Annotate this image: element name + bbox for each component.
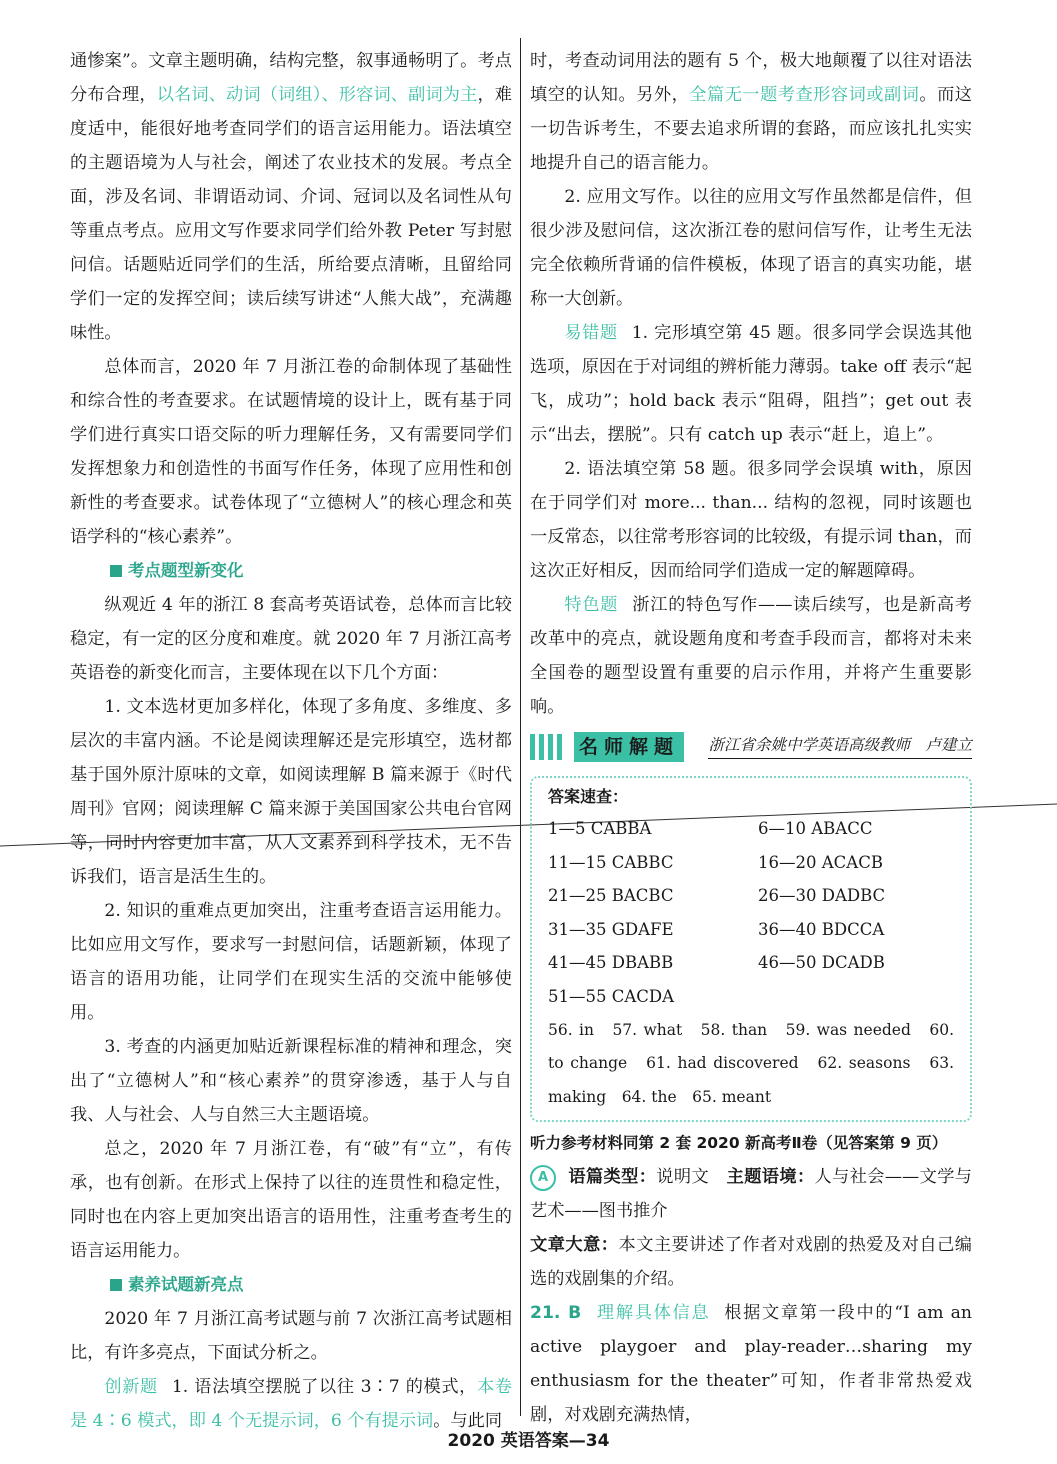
answer-key-title: 答案速查：	[548, 787, 629, 806]
paragraph: 2. 应用文写作。以往的应用文写作虽然都是信件，但很少涉及慰问信，这次浙江卷的慰问信写作，让考生无法完全依赖所背诵的信件模板，体现了语言的真实功能，堪称一大创新。	[530, 187, 972, 309]
answer-key-box	[530, 776, 972, 1122]
passage-summary: 文章大意：本文主要讲述了作者对戏剧的热爱及对自己编选的戏剧集的介绍。	[530, 1235, 972, 1290]
answer-grid	[548, 812, 954, 1014]
paragraph: 易错题 1. 完形填空第 45 题。很多同学会误选其他选项，原因在于对词组的辨析能力薄弱。take off 表示“起飞，成功”；hold back 表示“阻碍，阻挡”；get out 表示“出去，摆脱”。只有 catch up 表示“赶上，追上”。	[530, 323, 972, 445]
expert-banner	[530, 726, 972, 772]
right-column	[530, 44, 972, 1432]
section-letter-icon: A	[530, 1165, 556, 1191]
question-tag: 创新题	[104, 1377, 158, 1397]
paragraph: 时，考查动词用法的题有 5 个，极大地颠覆了以往对语法填空的认知。另外，全篇无一题考查形容词或副词。而这一切告诉考生，不要去追求所谓的套路，而应该扎扎实实地提升自己的语言能力。	[530, 51, 972, 173]
column-divider	[520, 38, 521, 1416]
answer-cell: 26—30 DADBC	[758, 886, 886, 906]
answer-cell: 21—25 BACBC	[548, 886, 674, 906]
banner-title: 名师解题	[574, 732, 684, 762]
paragraph: 2. 语法填空第 58 题。很多同学会误填 with，原因在于同学们对 more... than... 结构的忽视，同时该题也一反常态，以往常考形容词的比较级，有提示词 than，而这次正好相反，因而给同学们造成一定的解题障碍。	[530, 459, 972, 581]
highlight-text: 全篇无一题考查形容词或副词	[689, 85, 920, 105]
answer-cell	[758, 980, 958, 1014]
grammar-fill-answers: 56. in 57. what 58. than 59. was needed 60. to change 61. had discovered 62. seasons 63. making 64. the 65. meant	[548, 1020, 954, 1106]
teacher-credit: 浙江省余姚中学英语高级教师 卢建立	[708, 732, 972, 759]
paragraph: 2. 知识的重难点更加突出，注重考查语言运用能力。比如应用文写作，要求写一封慰问信，话题新颖，体现了语言的语用功能，让同学们在现实生活的交流中能够使用。	[70, 901, 512, 1023]
section-heading: 考点题型新变化	[70, 554, 512, 588]
question-tag: 易错题	[564, 323, 618, 343]
answer-cell: 16—20 ACACB	[758, 852, 883, 872]
paragraph: 特色题 浙江的特色写作——读后续写，也是新高考改革中的亮点，就设题角度和考查手段而言，都将对未来全国卷的题型设置有重要的启示作用，并将产生重要影响。	[530, 595, 972, 717]
paragraph: 3. 考查的内涵更加贴近新课程标准的精神和理念，突出了“立德树人”和“核心素养”的贯穿渗透，基于人与自我、人与社会、人与自然三大主题语境。	[70, 1037, 512, 1125]
answer-cell: 51—55 CACDA	[548, 986, 675, 1006]
banner-bars-icon	[530, 734, 566, 772]
highlight-text: 本卷是 4∶6 模式，即 4 个无提示词，6 个有提示词	[70, 1377, 512, 1431]
passage-info: A 语篇类型：说明文 主题语境：人与社会——文学与艺术——图书推介	[530, 1167, 972, 1222]
paragraph: 通惨案”。文章主题明确，结构完整，叙事通畅明了。考点分布合理，以名词、动词（词组）、形容词、副词为主，难度适中，能很好地考查同学们的语言运用能力。语法填空的主题语境为人与社会，阐述了农业技术的发展。考点全面，涉及名词、非谓语动词、介词、冠词以及名词性从句等重点考点。应用文写作要求同学们给外教 Peter 写封慰问信。话题贴近同学们的生活，所给要点清晰，且留给同学们一定的发挥空间；读后续写讲述“人熊大战”，充满趣味性。	[70, 51, 512, 343]
left-column	[70, 44, 512, 1438]
page-footer: 2020 英语答案—34	[447, 1431, 610, 1451]
paragraph: 2020 年 7 月浙江高考试题与前 7 次浙江高考试题相比，有许多亮点，下面试分析之。	[70, 1309, 512, 1363]
question-explanation: 21. B 理解具体信息 根据文章第一段中的“I am an active playgoer and play-reader…sharing my enthusiasm for the theater”可知，作者非常热爱戏剧，对戏剧充满热情，	[530, 1303, 972, 1426]
paragraph: 总之，2020 年 7 月浙江卷，有“破”有“立”，有传承，也有创新。在形式上保持了以往的连贯性和稳定性，同时也在内容上更加突出语言的语用性，注重考查考生的语言运用能力。	[70, 1139, 512, 1261]
square-bullet-icon	[110, 1279, 122, 1291]
answer-cell: 11—15 CABBC	[548, 852, 674, 872]
question-number: 21. B	[530, 1303, 582, 1324]
answer-cell: 31—35 GDAFE	[548, 919, 674, 939]
highlight-text: 以名词、动词（词组）、形容词、副词为主	[156, 85, 478, 105]
section-heading: 素养试题新亮点	[70, 1268, 512, 1302]
answer-cell: 6—10 ABACC	[758, 819, 873, 838]
question-tag: 特色题	[564, 595, 619, 615]
answer-cell: 41—45 DBABB	[548, 953, 674, 973]
paragraph: 总体而言，2020 年 7 月浙江卷的命制体现了基础性和综合性的考查要求。在试题情境的设计上，既有基于同学们进行真实口语交际的听力理解任务，又有需要同学们发挥想象力和创造性的书面写作任务，体现了应用性和创新性的考查要求。试卷体现了“立德树人”的核心理念和英语学科的“核心素养”。	[70, 357, 512, 547]
answer-cell: 36—40 BDCCA	[758, 919, 885, 939]
paragraph: 纵观近 4 年的浙江 8 套高考英语试卷，总体而言比较稳定，有一定的区分度和难度。就 2020 年 7 月浙江高考英语卷的新变化而言，主要体现在以下几个方面：	[70, 595, 512, 683]
paragraph: 1. 文本选材更加多样化，体现了多角度、多维度、多层次的丰富内涵。不论是阅读理解还是完形填空，选材都基于国外原汁原味的文章，如阅读理解 B 篇来源于《时代周刊》官网；阅读理解 C 篇来源于美国国家公共电台官网等，同时内容更加丰富，从人文素养到科学技术，无不告诉我们，语言是活生生的。	[70, 697, 512, 887]
question-tag: 理解具体信息	[595, 1303, 711, 1324]
listening-note: 听力参考材料同第 2 套 2020 新高考Ⅱ卷（见答案第 9 页）	[530, 1134, 948, 1153]
answer-cell: 46—50 DCADB	[758, 953, 885, 973]
paragraph: 创新题 1. 语法填空摆脱了以往 3∶7 的模式，本卷是 4∶6 模式，即 4 个无提示词，6 个有提示词。与此同	[70, 1377, 512, 1431]
answer-cell: 1—5 CABBA	[548, 819, 652, 838]
square-bullet-icon	[110, 565, 122, 577]
